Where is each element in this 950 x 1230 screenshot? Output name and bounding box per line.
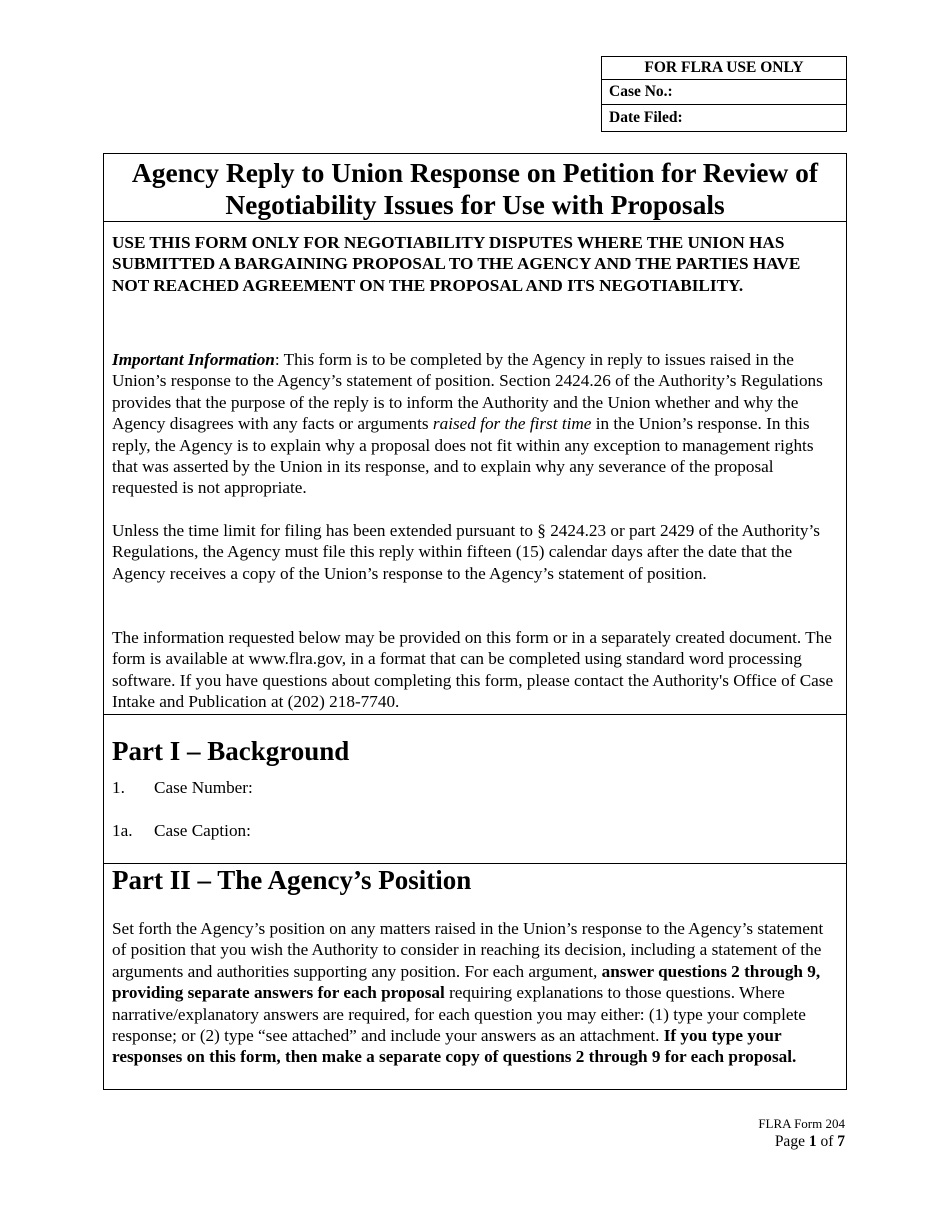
form-main-box	[103, 153, 847, 1090]
page-total: 7	[837, 1133, 845, 1150]
important-information	[112, 349, 836, 499]
form-title-section	[104, 154, 846, 222]
part-2-bold-a: answer questions 2 through 9, providing separate answers for each proposal	[112, 961, 821, 1003]
time-limit-paragraph: Unless the time limit for filing has been extended pursuant to § 2424.23 or part 2429 of the Authority’s Regulations, the Agency must file this reply within fifteen (15) calendar days after the date that the Agency receives a copy of the Union’s response to the Agency’s statement of position.	[112, 521, 820, 583]
form-title-line-1: Agency Reply to Union Response on Petition for Review of	[131, 157, 819, 188]
case-caption-item[interactable]	[112, 820, 251, 841]
case-number-label: Case Number:	[154, 778, 253, 797]
important-text-b: in the Union’s response. In this reply, the Agency is to explain why a proposal does not fit within any exception to management rights that was asserted by the Union in its response, and to explain why any severance of the proposal requested is not appropriate.	[112, 414, 814, 498]
part-1-section	[104, 715, 846, 864]
case-caption-label: Case Caption:	[154, 821, 251, 840]
part-1-heading: Part I – Background	[112, 736, 350, 766]
usage-notice: USE THIS FORM ONLY FOR NEGOTIABILITY DISPUTES WHERE THE UNION HAS SUBMITTED A BARGAINING PROPOSAL TO THE AGENCY AND THE PARTIES HAVE NOT REACHED AGREEMENT ON THE PROPOSAL AND ITS NEGOTIABILITY.	[112, 233, 801, 295]
part-2-text-b: requiring explanations to those questions. Where narrative/explanatory answers are required, for each question you may either: (1) type your complete response; or (2) type “see attached” and include your answers as an attachment.	[112, 983, 806, 1046]
case-number-item[interactable]	[112, 777, 253, 798]
information-requested-paragraph: The information requested below may be provided on this form or in a separately created document. The form is available at www.flra.gov, in a format that can be completed using standard word processing software. If you have questions about completing this form, please contact the Authority's Office of Case Intake and Publication at (202) 218-7740.	[112, 628, 834, 712]
part-2-heading: Part II – The Agency’s Position	[112, 865, 472, 895]
flra-use-only-header: FOR FLRA USE ONLY	[644, 59, 804, 76]
important-italic: raised for the first time	[432, 414, 592, 434]
form-title-line-2: Negotiability Issues for Use with Proposals	[225, 189, 725, 220]
important-text-a: This form is to be completed by the Agency in reply to issues raised in the Union’s response to the Agency’s statement of position. Section 2424.26 of the Authority’s Regulations provides that the purpose of the reply is to inform the Authority and the Union whether and why the Agency disagrees with any facts or arguments	[112, 350, 823, 434]
item-number: 1a.	[112, 821, 133, 840]
form-number: FLRA Form 204	[758, 1116, 845, 1131]
item-number: 1.	[112, 778, 125, 797]
form-title	[110, 157, 840, 221]
part-2-instructions	[112, 918, 836, 1068]
important-separator: :	[274, 350, 284, 369]
instructions-section	[104, 222, 846, 715]
page-word: Page	[774, 1133, 809, 1150]
important-label: Important Information	[112, 350, 275, 369]
part-2-bold-b: If you type your responses on this form, then make a separate copy of questions 2 through 9 for each proposal.	[112, 1026, 797, 1067]
case-no-field[interactable]: Case No.:	[602, 79, 846, 104]
date-filed-field[interactable]: Date Filed:	[602, 104, 846, 131]
page-current: 1	[808, 1133, 817, 1150]
page-number	[758, 1132, 845, 1152]
page-of: of	[816, 1133, 838, 1150]
flra-use-only-box	[601, 56, 847, 132]
page-footer	[758, 1116, 845, 1152]
part-2-text-a: Set forth the Agency’s position on any matters raised in the Union’s response to the Agency’s statement of position that you wish the Authority to consider in reaching its decision, including a statement of the arguments and authorities supporting any position. For each argument,	[112, 919, 824, 981]
part-2-section	[104, 864, 846, 1089]
